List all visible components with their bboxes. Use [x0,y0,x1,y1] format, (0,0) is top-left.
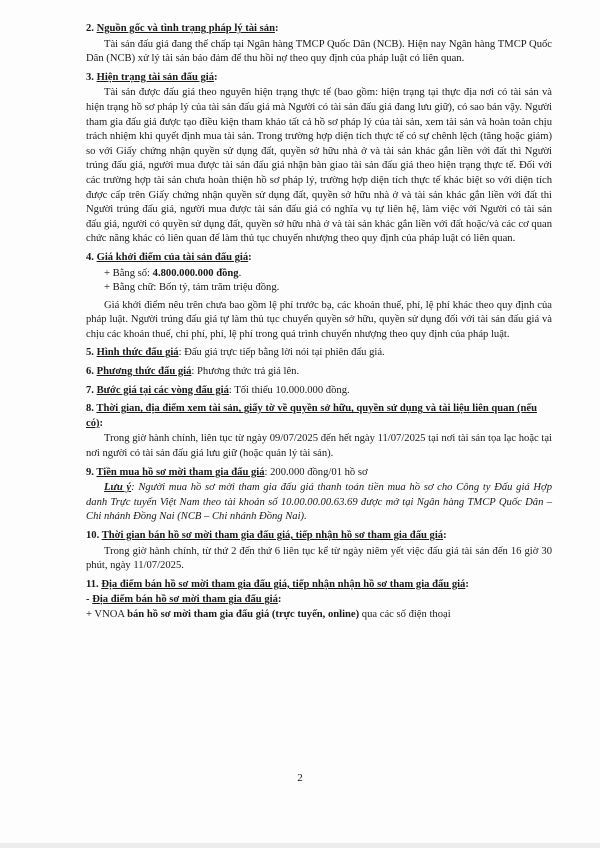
start-price-number-label: + Bằng số: [104,267,153,279]
section-4-heading [86,251,552,266]
subheading-colon: : [277,594,282,606]
start-price-number-suffix: . [238,267,242,279]
section-9-note [86,481,552,525]
subheading-text: Địa điểm bán hồ sơ mời tham gia đấu giá [92,594,278,606]
section-3-heading [86,71,552,86]
section-2-title: Nguồn gốc và tình trạng pháp lý tài sản [96,23,275,34]
section-8-number: 8. [86,403,97,415]
section-3-title: Hiện trạng tài sản đấu giá [96,71,215,83]
section-11-number: 11. [86,578,102,590]
section-6-title: Phương thức đấu giá [96,366,192,378]
section-2-body: Tài sản đấu giá đang thế chấp tại Ngân hàng TMCP Quốc Dân (NCB). Hiện nay Ngân hàng TMCP Quốc Dân (NCB) xử lý tài sản bảo đảm để thu hồi nợ theo quy định của pháp luật có liên quan. [86,38,552,65]
start-price-number-line [86,267,552,282]
section-10-heading [86,529,552,544]
section-2-number: 2. [86,23,97,34]
section-5-title: Hình thức đấu giá [96,347,179,359]
section-8-title: Thời gian, địa điểm xem tài sản, giấy tờ về quyền sở hữu, quyền sử dụng và tài liệu liên quan (nếu có) [86,403,538,429]
line-prefix: + VNOA [86,608,128,620]
section-11-heading [86,578,552,593]
section-7-heading [86,384,552,399]
start-price-words-line: + Bằng chữ: Bốn tỷ, tám trăm triệu đồng. [104,282,280,294]
section-9-title: Tiền mua hồ sơ mời tham gia đấu giá [96,466,265,478]
section-10-body: Trong giờ hành chính, từ thứ 2 đến thứ 6 liên tục kể từ ngày niêm yết việc đấu giá tài sản đến 16 giờ 30 phút, ngày 11/07/2025. [86,545,552,572]
section-4-body: Giá khởi điểm nêu trên chưa bao gồm lệ phí trước bạ, các khoản thuế, phí, lệ phí khác theo quy định của pháp luật. Người trúng đấu giá tự làm thủ tục chuyển quyền sở hữu, quyền sử dụng đối với tài sản đấu giá và chịu các khoản thuế, chi phí, phí, lệ phí trong quá trình chuyển nhượng theo quy định của pháp luật. [86,299,552,340]
subheading-dash: - [86,594,93,606]
section-9-heading [86,466,552,481]
page-number: 2 [297,772,303,784]
section-5-text: : Đấu giá trực tiếp bằng lời nói tại phiên đấu giá. [178,347,385,359]
section-8-heading [86,402,552,431]
section-8-colon: : [99,417,104,429]
section-10-colon: : [443,530,447,541]
section-11-subheading [86,593,552,608]
section-6-number: 6. [86,366,97,378]
section-10-title: Thời gian bán hồ sơ mời tham gia đấu giá, tiếp nhận hồ sơ tham gia đấu giá [101,530,444,541]
section-6-heading [86,365,552,380]
section-4-title: Giá khởi điểm của tài sản đấu giá [96,251,249,263]
section-11-colon: : [465,578,469,590]
line-bold: bán hồ sơ mời tham gia đấu giá (trực tuyến, online) [127,608,360,620]
scan-edge [0,843,600,848]
section-3-body: Tài sản được đấu giá theo nguyên hiện trạng thực tế (bao gồm: hiện trạng tại thực địa nơi có tài sản và hiện trạng hồ sơ pháp lý của tài sản đấu giá mà Người có tài sản đấu giá đang lưu giữ), có sao bán vậy. Người tham gia đấu giá được tạo điều kiện tham khảo tất cả hồ sơ pháp lý của tài sản, xem tài sản và hoàn toàn chịu trách nhiệm khi quyết định mua tài sản. Trong trường hợp diện tích thực tế có sự chênh lệch (tăng hoặc giảm) so với Giấy chứng nhận quyền sử dụng đất, quyền sở hữu nhà ở và tài sản khác gắn liền với đất thì Người trúng đấu giá, người mua được tài sản đấu giá nhận bàn giao tài sản đấu giá theo hiện trạng thực tế. Đối với các trường hợp tài sản chưa hoàn thiện hồ sơ pháp lý, trường hợp diện tích thực tế khác biệt so với diện tích được cấp trên Giấy chứng nhận quyền sử dụng đất, quyền sở hữu nhà ở và tài sản khác gắn liền với đất thì Người trúng đấu giá, người mua được tài sản đấu giá có nghĩa vụ tự liên hệ, làm việc với Người có tài sản đấu giá, người có quyền sử dụng đất, quyền sở hữu nhà ở và tài sản khác gắn liền với đất hoặc/và các cơ quan chức năng khác có liên quan để làm thủ tục chuyển nhượng theo quy định của pháp luật có liên quan. [86,87,552,245]
section-9-text: : 200.000 đồng/01 hồ sơ [264,466,368,478]
section-11-title: Địa điểm bán hồ sơ mời tham gia đấu giá, tiếp nhận nhận hồ sơ tham gia đấu giá [101,578,466,590]
section-5-number: 5. [86,347,97,359]
section-2-colon: : [274,23,279,34]
document-body [86,18,552,623]
note-text: : Người mua hồ sơ mời tham gia đấu giá thanh toán tiền mua hồ sơ cho Công ty Đấu giá Hợp danh Trực tuyến Việt Nam theo tài khoản số 10.00.00.00.63.69 được mở tại Ngân hàng TMCP Quốc Dân – Chi nhánh Đồng Nai (NCB – Chi nhánh Đồng Nai). [86,482,552,523]
section-4-colon: : [248,251,252,263]
section-7-number: 7. [86,384,97,396]
section-3-colon: : [214,71,218,83]
section-2-heading [86,22,552,37]
section-7-title: Bước giá tại các vòng đấu giá [96,384,229,396]
note-label: Lưu ý [104,482,132,494]
section-9-number: 9. [86,466,97,478]
section-5-heading [86,346,552,361]
start-price-number-value: 4.800.000.000 đồng [152,267,239,279]
section-10-number: 10. [86,530,102,541]
section-6-text: : Phương thức trả giá lên. [191,366,300,378]
section-11-line [86,608,552,623]
section-4-number: 4. [86,251,97,263]
section-7-text: : Tối thiểu 10.000.000 đồng. [228,384,350,396]
section-8-body: Trong giờ hành chính, liên tục từ ngày 09/07/2025 đến hết ngày 11/07/2025 tại nơi tài sản tọa lạc hoặc tại nơi người có tài sản đấu giá lưu giữ (hoặc quản lý tài sản). [86,433,552,460]
line-suffix: qua các số điện thoại [359,608,451,620]
section-3-number: 3. [86,71,97,83]
